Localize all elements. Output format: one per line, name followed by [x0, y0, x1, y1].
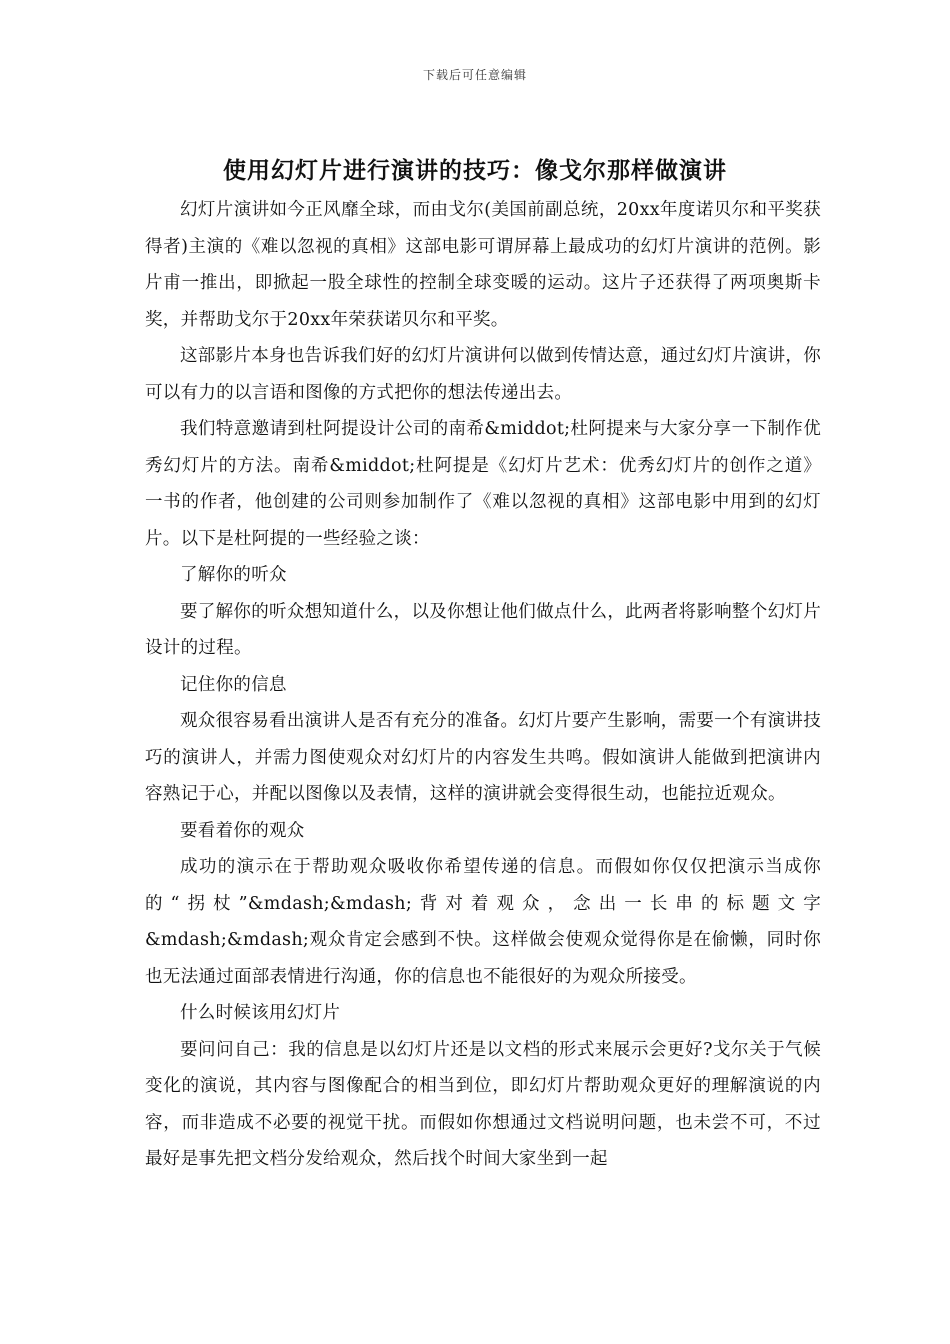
- section-heading: 记住你的信息: [180, 674, 287, 695]
- paragraph: 我们特意邀请到杜阿提设计公司的南希&middot;杜阿提来与大家分享一下制作优秀幻灯片的方法。南希&middot;杜阿提是《幻灯片艺术：优秀幻灯片的创作之道》 一书的作者，他创建的公司则参加制作了《难以忽视的真相》这部电影中用到的幻灯片。以下是杜阿提的一些经验之谈：: [145, 419, 821, 549]
- paragraph: 观众很容易看出演讲人是否有充分的准备。幻灯片要产生影响，需要一个有演讲技巧的演讲人，并需力图使观众对幻灯片的内容发生共鸣。假如演讲人能做到把演讲内容熟记于心，并配以图像以及表情，这样的演讲就会变得很生动，也能拉近观众。: [145, 711, 821, 804]
- paragraph: 成功的演示在于帮助观众吸收你希望传递的信息。而假如你仅仅把演示当成你的“拐杖”&mdash;&mdash;背对着观众，念出一长串的标题文字&mdash;&mdash;观众肯定会感到不快。这样做会使观众觉得你是在偷懒，同时你也无法通过面部表情进行沟通，你的信息也不能很好的为观众所接受。: [145, 857, 821, 987]
- section-heading: 什么时候该用幻灯片: [180, 1003, 341, 1023]
- header-note: 下载后可任意编辑: [422, 68, 527, 82]
- document-title: 使用幻灯片进行演讲的技巧：像戈尔那样做演讲: [223, 157, 727, 184]
- paragraph: 要了解你的听众想知道什么，以及你想让他们做点什么，此两者将影响整个幻灯片设计的过程。: [145, 601, 821, 658]
- paragraph: 幻灯片演讲如今正风靡全球，而由戈尔(美国前副总统，20xx年度诺贝尔和平奖获得者)主演的《难以忽视的真相》这部电影可谓屏幕上最成功的幻灯片演讲的范例。影片甫一推出，即掀起一股全球性的控制全球变暖的运动。这片子还获得了两项奥斯卡奖，并帮助戈尔于20xx年荣获诺贝尔和平奖。: [145, 200, 821, 330]
- paragraph: 这部影片本身也告诉我们好的幻灯片演讲何以做到传情达意，通过幻灯片演讲，你可以有力的以言语和图像的方式把你的想法传递出去。: [145, 346, 821, 403]
- document-body: [145, 192, 821, 1178]
- section-heading: 要看着你的观众: [180, 820, 305, 841]
- section-heading: 了解你的听众: [180, 565, 287, 585]
- paragraph: 要问问自己：我的信息是以幻灯片还是以文档的形式来展示会更好?戈尔关于气候变化的演说，其内容与图像配合的相当到位，即幻灯片帮助观众更好的理解演说的内容，而非造成不必要的视觉干扰。而假如你想通过文档说明问题，也未尝不可，不过最好是事先把文档分发给观众，然后找个时间大家坐到一起: [145, 1039, 821, 1169]
